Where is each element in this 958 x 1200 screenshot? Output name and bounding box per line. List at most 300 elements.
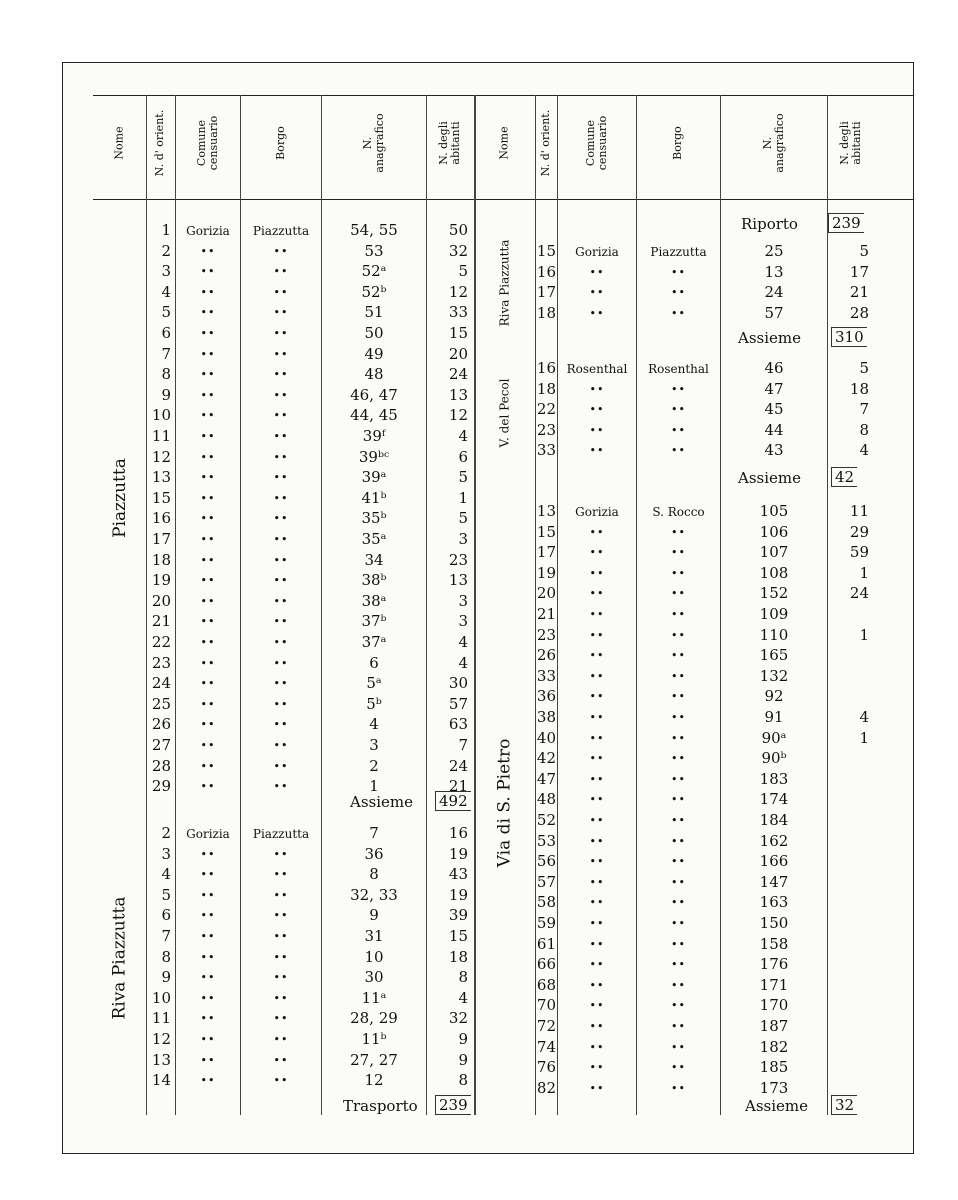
cell-n-orient: 4	[161, 865, 171, 884]
cell-borgo: ••	[671, 814, 686, 827]
cell-comune: ••	[589, 423, 605, 437]
cell-abitanti: 24	[448, 365, 468, 384]
cell-abitanti: 57	[448, 694, 468, 713]
cell-borgo: ••	[273, 1012, 289, 1026]
cell-anagrafico: 10	[364, 947, 384, 966]
group-label-piazzutta: Piazzutta	[109, 458, 130, 538]
cell-n-orient: 20	[151, 591, 171, 610]
cell-abitanti: 12	[448, 406, 468, 425]
cell-abitanti: 12	[448, 282, 468, 301]
header-comune: Comune censuario	[194, 115, 220, 170]
cell-anagrafico: 173	[759, 1078, 789, 1097]
cell-anagrafico: 37ᵃ	[361, 633, 387, 651]
cell-n-orient: 17	[151, 530, 171, 548]
cell-borgo: ••	[671, 958, 686, 972]
cell-comune: ••	[589, 265, 605, 279]
assieme-right-2-label: Assieme	[738, 469, 802, 487]
cell-comune: ••	[200, 368, 216, 382]
cell-comune: ••	[200, 388, 216, 402]
cell-borgo: ••	[273, 847, 289, 861]
cell-comune: ••	[589, 711, 605, 724]
cell-anagrafico: 107	[759, 543, 789, 562]
cell-comune: ••	[589, 306, 605, 320]
cell-comune: Gorizia	[575, 245, 619, 259]
cell-comune: ••	[200, 677, 216, 691]
cell-anagrafico: 12	[364, 1071, 384, 1090]
cell-abitanti: 18	[448, 947, 468, 966]
cell-borgo: ••	[273, 950, 289, 964]
cell-abitanti: 17	[849, 262, 869, 281]
cell-borgo: ••	[671, 444, 686, 458]
cell-abitanti: 13	[448, 385, 468, 404]
cell-n-orient: 13	[536, 502, 556, 520]
cell-abitanti: 21	[849, 283, 869, 302]
cell-n-orient: 16	[536, 359, 556, 377]
cell-abitanti: 5	[458, 509, 468, 528]
cell-borgo: ••	[671, 896, 686, 910]
cell-n-orient: 11	[151, 427, 171, 445]
cell-abitanti: 19	[448, 844, 468, 863]
cell-anagrafico: 25	[764, 242, 784, 260]
cell-abitanti: 8	[458, 1071, 468, 1090]
cell-n-orient: 25	[151, 694, 171, 713]
cell-borgo: ••	[273, 759, 289, 773]
cell-n-orient: 26	[151, 715, 171, 734]
cell-anagrafico: 30	[364, 968, 384, 987]
cell-comune: ••	[200, 950, 216, 964]
cell-comune: ••	[589, 772, 605, 786]
cell-anagrafico: 51	[364, 303, 384, 322]
cell-borgo: ••	[273, 1053, 289, 1067]
cell-anagrafico: 162	[759, 831, 789, 850]
cell-borgo: ••	[671, 978, 686, 992]
cell-comune: ••	[589, 1061, 605, 1075]
cell-anagrafico: 147	[759, 872, 789, 891]
cell-abitanti: 7	[458, 736, 468, 754]
cell-comune: ••	[200, 971, 216, 985]
cell-anagrafico: 45	[764, 400, 784, 419]
cell-n-orient: 2	[161, 824, 171, 842]
cell-abitanti: 7	[859, 400, 869, 419]
cell-abitanti: 1	[859, 563, 869, 582]
cell-comune: ••	[200, 930, 216, 943]
cell-comune: ••	[589, 628, 605, 642]
cell-comune: ••	[200, 615, 216, 629]
cell-abitanti: 32	[448, 1009, 468, 1028]
cell-anagrafico: 5ᵇ	[366, 694, 382, 713]
cell-comune: ••	[589, 814, 605, 827]
cell-anagrafico: 132	[759, 666, 789, 685]
cell-comune: ••	[200, 533, 216, 546]
cell-borgo: ••	[671, 855, 686, 869]
cell-abitanti: 19	[448, 885, 468, 904]
cell-comune: ••	[200, 718, 216, 732]
cell-n-orient: 11	[151, 1009, 171, 1028]
cell-borgo: ••	[273, 594, 289, 608]
cell-abitanti: 1	[458, 488, 468, 507]
cell-n-orient: 16	[536, 262, 556, 281]
cell-abitanti: 8	[458, 968, 468, 987]
cell-comune: ••	[589, 937, 605, 951]
riporto-label: Riporto	[741, 215, 798, 233]
cell-anagrafico: 36	[364, 844, 384, 863]
cell-n-orient: 76	[536, 1058, 556, 1077]
cell-n-orient: 2	[161, 241, 171, 260]
cell-abitanti: 8	[859, 420, 869, 439]
cell-abitanti: 9	[458, 1030, 468, 1048]
cell-n-orient: 8	[161, 365, 171, 384]
cell-borgo: ••	[273, 718, 289, 732]
cell-comune: ••	[589, 286, 605, 300]
cell-abitanti: 5	[859, 359, 869, 377]
cell-comune: ••	[589, 752, 605, 766]
cell-comune: ••	[589, 917, 605, 930]
assieme-right-1-label: Assieme	[738, 329, 802, 347]
cell-n-orient: 13	[151, 468, 171, 487]
cell-borgo: ••	[273, 991, 289, 1005]
cell-n-orient: 59	[536, 914, 556, 932]
cell-comune: ••	[589, 896, 605, 910]
cell-n-orient: 57	[536, 872, 556, 891]
cell-n-orient: 12	[151, 1030, 171, 1048]
cell-abitanti: 11	[849, 502, 869, 520]
cell-abitanti: 30	[448, 674, 468, 693]
cell-comune: ••	[589, 875, 605, 889]
cell-borgo: ••	[273, 327, 289, 340]
cell-anagrafico: 34	[364, 550, 384, 569]
cell-comune: ••	[200, 512, 216, 526]
cell-anagrafico: 4	[369, 715, 379, 734]
cell-borgo: ••	[273, 244, 289, 258]
cell-anagrafico: 44	[764, 420, 784, 439]
cell-borgo: ••	[671, 525, 686, 539]
cell-anagrafico: 6	[369, 653, 379, 672]
cell-borgo: ••	[671, 382, 686, 396]
cell-anagrafico: 91	[764, 708, 784, 726]
cell-borgo: ••	[273, 265, 289, 279]
cell-n-orient: 10	[151, 406, 171, 425]
cell-anagrafico: 24	[764, 283, 784, 302]
cell-n-orient: 3	[161, 844, 171, 863]
cell-comune: ••	[589, 444, 605, 458]
cell-anagrafico: 9	[369, 906, 379, 925]
cell-borgo: ••	[671, 834, 686, 848]
header-n-orient: N. d' orient.	[153, 109, 167, 176]
cell-borgo: ••	[273, 512, 289, 526]
cell-anagrafico: 32, 33	[350, 885, 398, 904]
cell-abitanti: 18	[849, 379, 869, 398]
cell-comune: ••	[200, 1053, 216, 1067]
cell-n-orient: 18	[536, 303, 556, 322]
cell-comune: ••	[200, 285, 216, 299]
cell-anagrafico: 39ᶠ	[362, 427, 386, 445]
cell-abitanti: 1	[859, 625, 869, 644]
cell-n-orient: 9	[161, 385, 171, 404]
cell-anagrafico: 183	[759, 769, 789, 788]
cell-comune: ••	[200, 306, 216, 320]
cell-comune: ••	[200, 347, 216, 361]
cell-anagrafico: 48	[364, 365, 384, 384]
cell-abitanti: 15	[448, 927, 468, 945]
cell-n-orient: 19	[536, 563, 556, 582]
cell-comune: ••	[589, 525, 605, 539]
cell-n-orient: 61	[536, 934, 556, 953]
cell-n-orient: 12	[151, 447, 171, 466]
cell-n-orient: 14	[151, 1071, 171, 1090]
cell-borgo: ••	[671, 306, 686, 320]
cell-abitanti: 24	[849, 584, 869, 603]
cell-n-orient: 82	[536, 1078, 556, 1097]
cell-n-orient: 9	[161, 968, 171, 987]
cell-borgo: ••	[273, 739, 289, 752]
cell-anagrafico: 92	[764, 687, 784, 706]
cell-comune: ••	[200, 1074, 216, 1088]
cell-abitanti: 24	[448, 756, 468, 775]
cell-comune: ••	[200, 759, 216, 773]
cell-n-orient: 21	[536, 605, 556, 623]
cell-comune: Gorizia	[186, 827, 230, 841]
cell-comune: ••	[589, 855, 605, 869]
cell-n-orient: 68	[536, 975, 556, 994]
document-page	[62, 62, 914, 1154]
cell-anagrafico: 7	[369, 824, 379, 842]
cell-borgo: ••	[273, 697, 289, 711]
cell-comune: ••	[589, 403, 605, 417]
cell-anagrafico: 35ᵃ	[361, 530, 387, 548]
cell-anagrafico: 108	[759, 563, 789, 582]
cell-n-orient: 6	[161, 906, 171, 925]
cell-n-orient: 23	[151, 653, 171, 672]
cell-comune: ••	[589, 1020, 605, 1033]
cell-anagrafico: 41ᵇ	[361, 488, 387, 507]
cell-n-orient: 58	[536, 893, 556, 912]
cell-anagrafico: 106	[759, 522, 789, 541]
assieme-left-value: 492	[435, 791, 471, 811]
cell-anagrafico: 44, 45	[350, 406, 398, 425]
cell-anagrafico: 39ᵇᶜ	[358, 447, 390, 466]
cell-comune: ••	[589, 978, 605, 992]
cell-anagrafico: 2	[369, 756, 379, 775]
cell-comune: ••	[200, 409, 216, 423]
cell-n-orient: 18	[536, 379, 556, 398]
cell-abitanti: 5	[458, 262, 468, 281]
cell-n-orient: 3	[161, 262, 171, 281]
cell-borgo: ••	[671, 1020, 686, 1033]
cell-borgo: ••	[671, 937, 686, 951]
cell-n-orient: 33	[536, 441, 556, 460]
cell-anagrafico: 50	[364, 324, 384, 342]
cell-borgo: ••	[671, 628, 686, 642]
cell-anagrafico: 52ᵃ	[361, 262, 387, 281]
cell-comune: ••	[200, 1012, 216, 1026]
cell-anagrafico: 174	[759, 790, 789, 809]
cell-abitanti: 32	[448, 241, 468, 260]
header-borgo: Borgo	[273, 125, 287, 160]
cell-anagrafico: 171	[759, 975, 789, 994]
cell-anagrafico: 150	[759, 914, 789, 932]
cell-anagrafico: 165	[759, 646, 789, 665]
cell-borgo: ••	[671, 1061, 686, 1075]
cell-n-orient: 23	[536, 625, 556, 644]
cell-comune: ••	[589, 793, 605, 807]
cell-borgo: ••	[671, 403, 686, 417]
cell-anagrafico: 57	[764, 303, 784, 322]
cell-n-orient: 66	[536, 955, 556, 974]
cell-anagrafico: 38ᵃ	[361, 591, 387, 610]
cell-borgo: ••	[671, 608, 686, 621]
cell-abitanti: 4	[458, 988, 468, 1007]
cell-borgo: ••	[671, 286, 686, 300]
cell-comune: ••	[200, 553, 216, 567]
cell-borgo: ••	[671, 793, 686, 807]
cell-borgo: ••	[671, 772, 686, 786]
cell-borgo: ••	[273, 780, 289, 794]
cell-anagrafico: 53	[364, 241, 384, 260]
cell-borgo: ••	[273, 1033, 289, 1046]
cell-abitanti: 3	[458, 530, 468, 548]
cell-abitanti: 3	[458, 612, 468, 631]
cell-comune: ••	[589, 566, 605, 580]
header-nome: Nome	[112, 125, 126, 160]
cell-n-orient: 56	[536, 852, 556, 871]
cell-borgo: ••	[671, 265, 686, 279]
cell-abitanti: 5	[859, 242, 869, 260]
cell-n-orient: 22	[536, 400, 556, 419]
cell-borgo: ••	[273, 1074, 289, 1088]
cell-n-orient: 72	[536, 1017, 556, 1035]
cell-borgo: Piazzutta	[650, 245, 707, 259]
cell-comune: ••	[589, 834, 605, 848]
cell-comune: Gorizia	[575, 505, 619, 519]
cell-comune: Rosenthal	[566, 362, 628, 376]
cell-anagrafico: 170	[759, 996, 789, 1015]
cell-borgo: ••	[671, 423, 686, 437]
cell-comune: Gorizia	[186, 224, 230, 238]
cell-anagrafico: 5ᵃ	[366, 674, 382, 693]
cell-n-orient: 10	[151, 988, 171, 1007]
cell-borgo: ••	[671, 649, 686, 663]
cell-comune: ••	[200, 244, 216, 258]
cell-anagrafico: 1	[369, 777, 379, 796]
cell-n-orient: 15	[151, 488, 171, 507]
cell-borgo: Piazzutta	[252, 827, 310, 841]
cell-borgo: ••	[671, 711, 686, 724]
cell-n-orient: 40	[536, 728, 556, 747]
cell-anagrafico: 187	[759, 1017, 789, 1035]
cell-borgo: ••	[273, 285, 289, 299]
cell-borgo: ••	[273, 491, 289, 505]
cell-anagrafico: 35ᵇ	[361, 509, 387, 528]
cell-n-orient: 15	[536, 242, 556, 260]
cell-borgo: ••	[273, 656, 289, 670]
cell-anagrafico: 52ᵇ	[361, 282, 387, 301]
cell-abitanti: 4	[458, 427, 468, 445]
cell-anagrafico: 176	[759, 955, 789, 974]
cell-comune: ••	[200, 1033, 216, 1046]
cell-comune: ••	[200, 430, 216, 443]
cell-n-orient: 6	[161, 324, 171, 342]
cell-n-orient: 7	[161, 344, 171, 363]
cell-borgo: ••	[273, 471, 289, 485]
cell-n-orient: 1	[161, 221, 171, 239]
header-anagrafico: N. anagrafico	[360, 112, 386, 173]
group-label-riva-piazzutta: Riva Piazzutta	[109, 896, 130, 1020]
cell-abitanti: 28	[849, 303, 869, 322]
cell-comune: ••	[589, 999, 605, 1013]
cell-comune: ••	[200, 847, 216, 861]
cell-borgo: ••	[671, 999, 686, 1013]
cell-abitanti: 20	[448, 344, 468, 363]
cell-n-orient: 22	[151, 633, 171, 651]
cell-anagrafico: 163	[759, 893, 789, 912]
cell-comune: ••	[200, 739, 216, 752]
cell-n-orient: 13	[151, 1050, 171, 1069]
assieme-right-3-label: Assieme	[745, 1097, 809, 1115]
cell-anagrafico: 28, 29	[350, 1009, 398, 1028]
group-label-via-s-pietro: Via di S. Pietro	[494, 738, 515, 868]
cell-n-orient: 17	[536, 283, 556, 302]
cell-anagrafico: 27, 27	[350, 1050, 398, 1069]
cell-anagrafico: 43	[764, 441, 784, 460]
cell-borgo: ••	[273, 409, 289, 423]
cell-borgo: ••	[273, 909, 289, 923]
header-abitanti: N. degli abitanti	[437, 120, 462, 165]
cell-anagrafico: 166	[759, 852, 789, 871]
cell-comune: ••	[200, 594, 216, 608]
header-nome-2: Nome	[497, 125, 511, 160]
cell-n-orient: 38	[536, 708, 556, 726]
cell-comune: ••	[200, 780, 216, 794]
cell-n-orient: 17	[536, 543, 556, 562]
cell-anagrafico: 11ᵇ	[361, 1030, 387, 1048]
assieme-right-3-value: 32	[831, 1095, 857, 1115]
cell-n-orient: 53	[536, 831, 556, 850]
cell-comune: ••	[200, 909, 216, 923]
cell-borgo: ••	[273, 553, 289, 567]
cell-anagrafico: 38ᵇ	[361, 571, 387, 590]
cell-borgo: ••	[273, 450, 289, 464]
cell-n-orient: 33	[536, 666, 556, 685]
cell-borgo: ••	[671, 1040, 686, 1054]
cell-anagrafico: 105	[759, 502, 789, 520]
cell-abitanti: 63	[448, 715, 468, 734]
cell-n-orient: 19	[151, 571, 171, 590]
cell-borgo: ••	[273, 615, 289, 629]
cell-abitanti: 23	[448, 550, 468, 569]
assieme-right-2-value: 42	[831, 467, 857, 487]
cell-n-orient: 70	[536, 996, 556, 1015]
header-anagrafico-2: N. anagrafico	[760, 112, 786, 173]
cell-borgo: ••	[671, 690, 686, 704]
cell-n-orient: 26	[536, 646, 556, 665]
cell-borgo: Piazzutta	[252, 224, 310, 238]
cell-n-orient: 21	[151, 612, 171, 631]
assieme-right-1-value: 310	[831, 327, 867, 347]
cell-comune: ••	[200, 471, 216, 485]
cell-anagrafico: 185	[759, 1058, 789, 1077]
cell-comune: ••	[200, 491, 216, 505]
cell-n-orient: 8	[161, 947, 171, 966]
cell-n-orient: 4	[161, 282, 171, 301]
cell-n-orient: 18	[151, 550, 171, 569]
cell-borgo: ••	[671, 917, 686, 930]
header-n-orient-2: N. d' orient.	[539, 109, 553, 176]
cell-anagrafico: 46, 47	[350, 385, 398, 404]
cell-n-orient: 52	[536, 811, 556, 829]
cell-abitanti: 39	[448, 906, 468, 925]
cell-borgo: ••	[273, 574, 289, 588]
cell-borgo: ••	[671, 752, 686, 766]
